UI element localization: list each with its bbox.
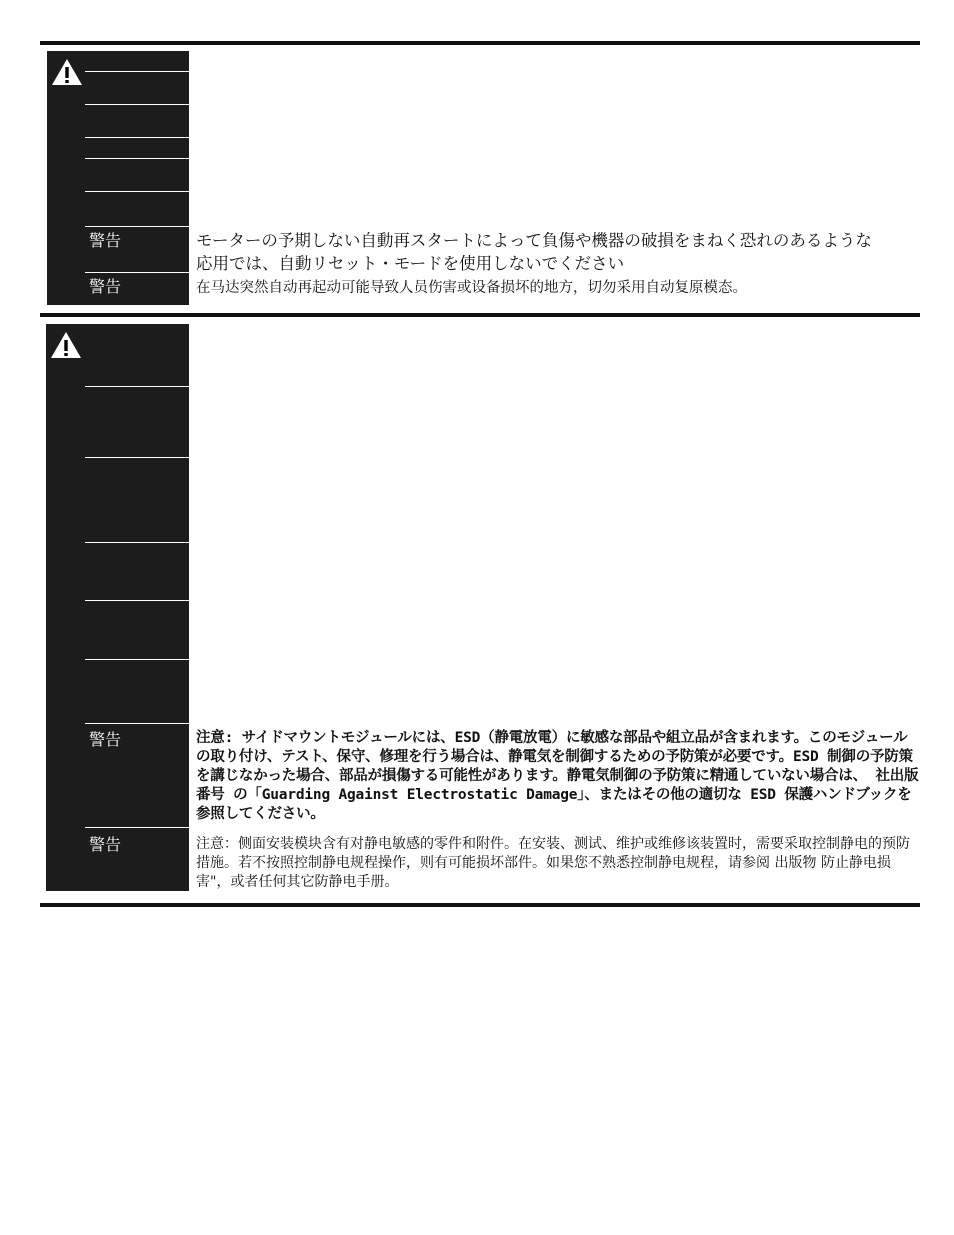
divider [85, 137, 189, 138]
divider [85, 104, 189, 105]
warning-sidebar-2 [46, 324, 189, 891]
divider [85, 272, 189, 273]
warning-triangle-icon [50, 330, 82, 360]
divider [85, 723, 189, 724]
bottom-rule [40, 903, 920, 907]
divider [85, 457, 189, 458]
warning-sidebar-1 [47, 51, 189, 305]
row-label-zh: 警告 [89, 835, 122, 854]
divider [85, 827, 189, 828]
caution-text-zh: 注意：侧面安装模块含有对静电敏感的零件和附件。在安装、测试、维护或维修该装置时，需要采取控制静电的预防措施。若不按照控制静电规程操作，则有可能损坏部件。如果您不熟悉控制静电规程，请参阅 出版物 防止静电损害"，或者任何其它防静电手册。 [196, 836, 910, 890]
divider [85, 226, 189, 227]
caution-text-ja: 注意: サイドマウントモジュールには、ESD（静電放電）に敏感な部品や組立品が含まれます。このモジュールの取り付け、テスト、保守、修理を行う場合は、静電気を制御するための予防策が必要です。ESD 制御の予防策を講じなかった場合、部品が損傷する可能性があります。静電気制御の予防策に精通していない場合は、 社出版番号 の「Guarding Against Electrostatic Damage」、またはその他の適切な ESD 保護ハンドブックを参照してください。 [196, 730, 919, 822]
divider [85, 158, 189, 159]
row-label-zh: 警告 [89, 277, 122, 296]
warning-text-ja: モーターの予期しない自動再スタートによって負傷や機器の破損をまねく恐れのあるような応用では、自動リセット・モードを使用しないでください [196, 231, 872, 273]
divider [85, 600, 189, 601]
top-rule [40, 41, 920, 45]
divider [85, 71, 189, 72]
divider [85, 542, 189, 543]
row-label-ja: 警告 [89, 730, 122, 749]
warning-text-zh: 在马达突然自动再起动可能导致人员伤害或设备损坏的地方，切勿采用自动复原模态。 [196, 280, 747, 296]
warning-triangle-icon [51, 57, 83, 87]
divider [85, 191, 189, 192]
middle-rule [40, 313, 920, 317]
row-label-ja: 警告 [89, 231, 122, 250]
divider [85, 659, 189, 660]
divider [85, 386, 189, 387]
